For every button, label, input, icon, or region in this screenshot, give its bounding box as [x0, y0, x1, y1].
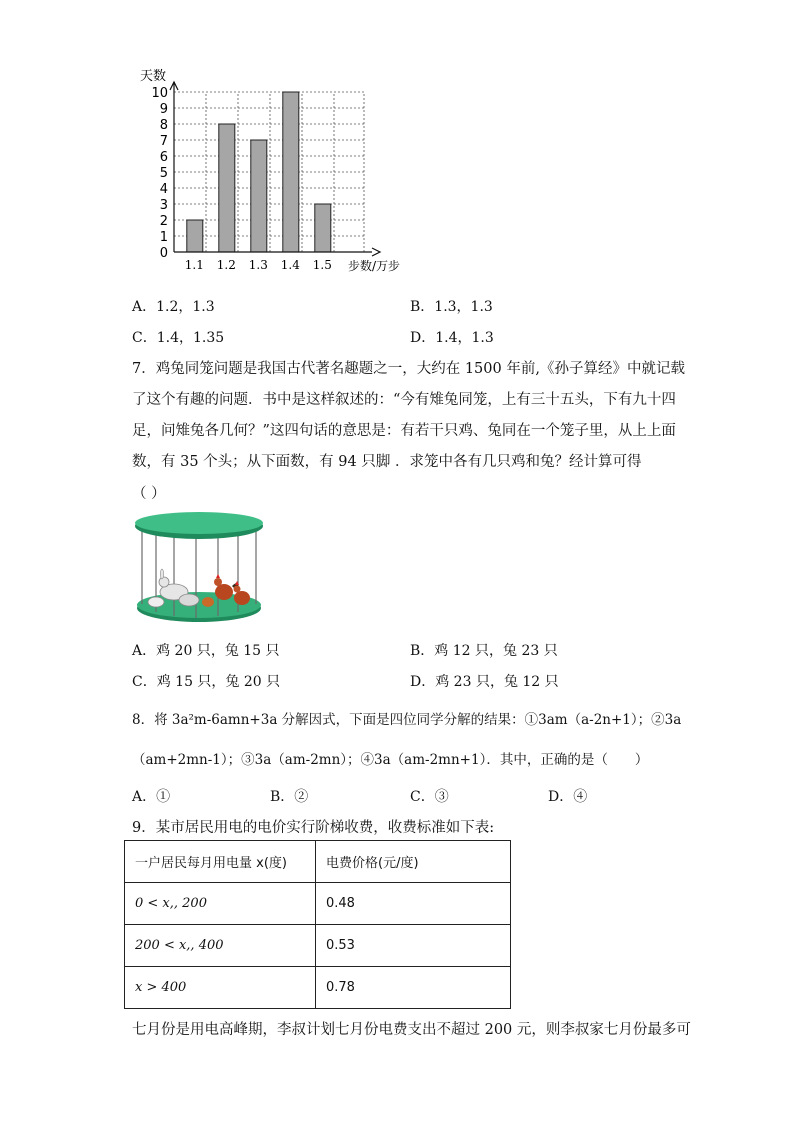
y-tick-label: 5 [159, 166, 168, 181]
chart-xlabel: 步数/万步 [348, 259, 401, 273]
table-cell: 0.48 [316, 883, 511, 925]
y-tick-label: 0 [159, 246, 168, 261]
x-tick-label: 1.3 [248, 258, 268, 272]
q7-text-line: （ ） [132, 486, 166, 502]
q7-text-line: 了这个有趣的问题．书中是这样叙述的：“今有雉兔同笼，上有三十五头，下有九十四 [132, 392, 676, 408]
q7-option-d[interactable]: D．鸡 23 只，兔 12 只 [410, 674, 559, 690]
table-header-cell: 电费价格(元/度) [316, 841, 511, 883]
table-header-cell: 一户居民每月用电量 x(度) [125, 841, 316, 883]
bar-1.3 [251, 140, 267, 252]
chicken-rabbit-cage-image [134, 512, 264, 624]
q7-option-c[interactable]: C．鸡 15 只，兔 20 只 [132, 674, 281, 690]
q7-text-line: 数，有 35 个头；从下面数，有 94 只脚 ．求笼中各有几只鸡和兔？经计算可得 [132, 454, 642, 470]
x-tick-label: 1.1 [184, 258, 204, 272]
steps-bar-chart [126, 62, 426, 282]
q8-option-b[interactable]: B．② [270, 789, 309, 805]
q8-text-line: 8．将 3a²m-6amn+3a 分解因式，下面是四位同学分解的结果：①3am（a-2n+1）；②3a [132, 712, 682, 728]
q9-tail-text: 七月份是用电高峰期，李叔计划七月份电费支出不超过 200 元，则李叔家七月份最多可 [132, 1022, 691, 1038]
table-cell: 200 < x,, 400 [125, 925, 316, 967]
y-tick-label: 3 [159, 198, 168, 213]
q8-text-line: （am+2mn-1）；③3a（am-2mn）；④3a（am-2mn+1）．其中，正确的是（ ） [132, 752, 649, 768]
bar-1.2 [219, 124, 235, 252]
q6-option-a[interactable]: A．1.2，1.3 [132, 299, 215, 315]
chart-ticks [151, 86, 331, 272]
q6-option-c[interactable]: C．1.4，1.35 [132, 330, 225, 346]
y-tick-label: 4 [159, 182, 168, 197]
q7-option-b[interactable]: B．鸡 12 只，兔 23 只 [410, 643, 558, 659]
q7-option-a[interactable]: A．鸡 20 只，兔 15 只 [132, 643, 280, 659]
bar-1.1 [187, 220, 203, 252]
bar-1.5 [315, 204, 331, 252]
y-tick-label: 7 [159, 134, 168, 149]
y-tick-label: 2 [159, 214, 168, 229]
q8-option-c[interactable]: C．③ [410, 789, 449, 805]
table-cell: 0.53 [316, 925, 511, 967]
bar-1.4 [283, 92, 299, 252]
x-tick-label: 1.5 [312, 258, 332, 272]
q9-intro: 9．某市居民用电的电价实行阶梯收费，收费标准如下表: [132, 820, 495, 836]
y-tick-label: 10 [151, 86, 168, 101]
y-tick-label: 8 [159, 118, 168, 133]
q8-option-a[interactable]: A．① [132, 789, 171, 805]
table-cell: 0 < x,, 200 [125, 883, 316, 925]
q8-option-d[interactable]: D．④ [548, 789, 588, 805]
table-cell: x > 400 [125, 967, 316, 1009]
y-tick-label: 9 [159, 102, 168, 117]
y-tick-label: 6 [159, 150, 168, 165]
table-cell: 0.78 [316, 967, 511, 1009]
x-tick-label: 1.2 [216, 258, 236, 272]
q7-text-line: 足，问雉兔各几何？”这四句话的意思是：有若干只鸡、兔同在一个笼子里，从上上面 [132, 423, 676, 439]
x-axis-arrow [372, 248, 380, 256]
table-row [125, 967, 511, 1009]
electricity-fee-table [124, 840, 511, 1009]
chart-bars [187, 92, 331, 252]
x-tick-label: 1.4 [280, 258, 300, 272]
table-row [125, 883, 511, 925]
q6-option-b[interactable]: B．1.3，1.3 [410, 299, 493, 315]
q7-text-line: 7．鸡兔同笼问题是我国古代著名趣题之一，大约在 1500 年前,《孙子算经》中就记载 [132, 361, 685, 377]
table-row [125, 925, 511, 967]
q6-option-d[interactable]: D．1.4，1.3 [410, 330, 494, 346]
table-header-row [125, 841, 511, 883]
chart-ylabel: 天数 [140, 69, 167, 84]
y-tick-label: 1 [159, 230, 168, 245]
